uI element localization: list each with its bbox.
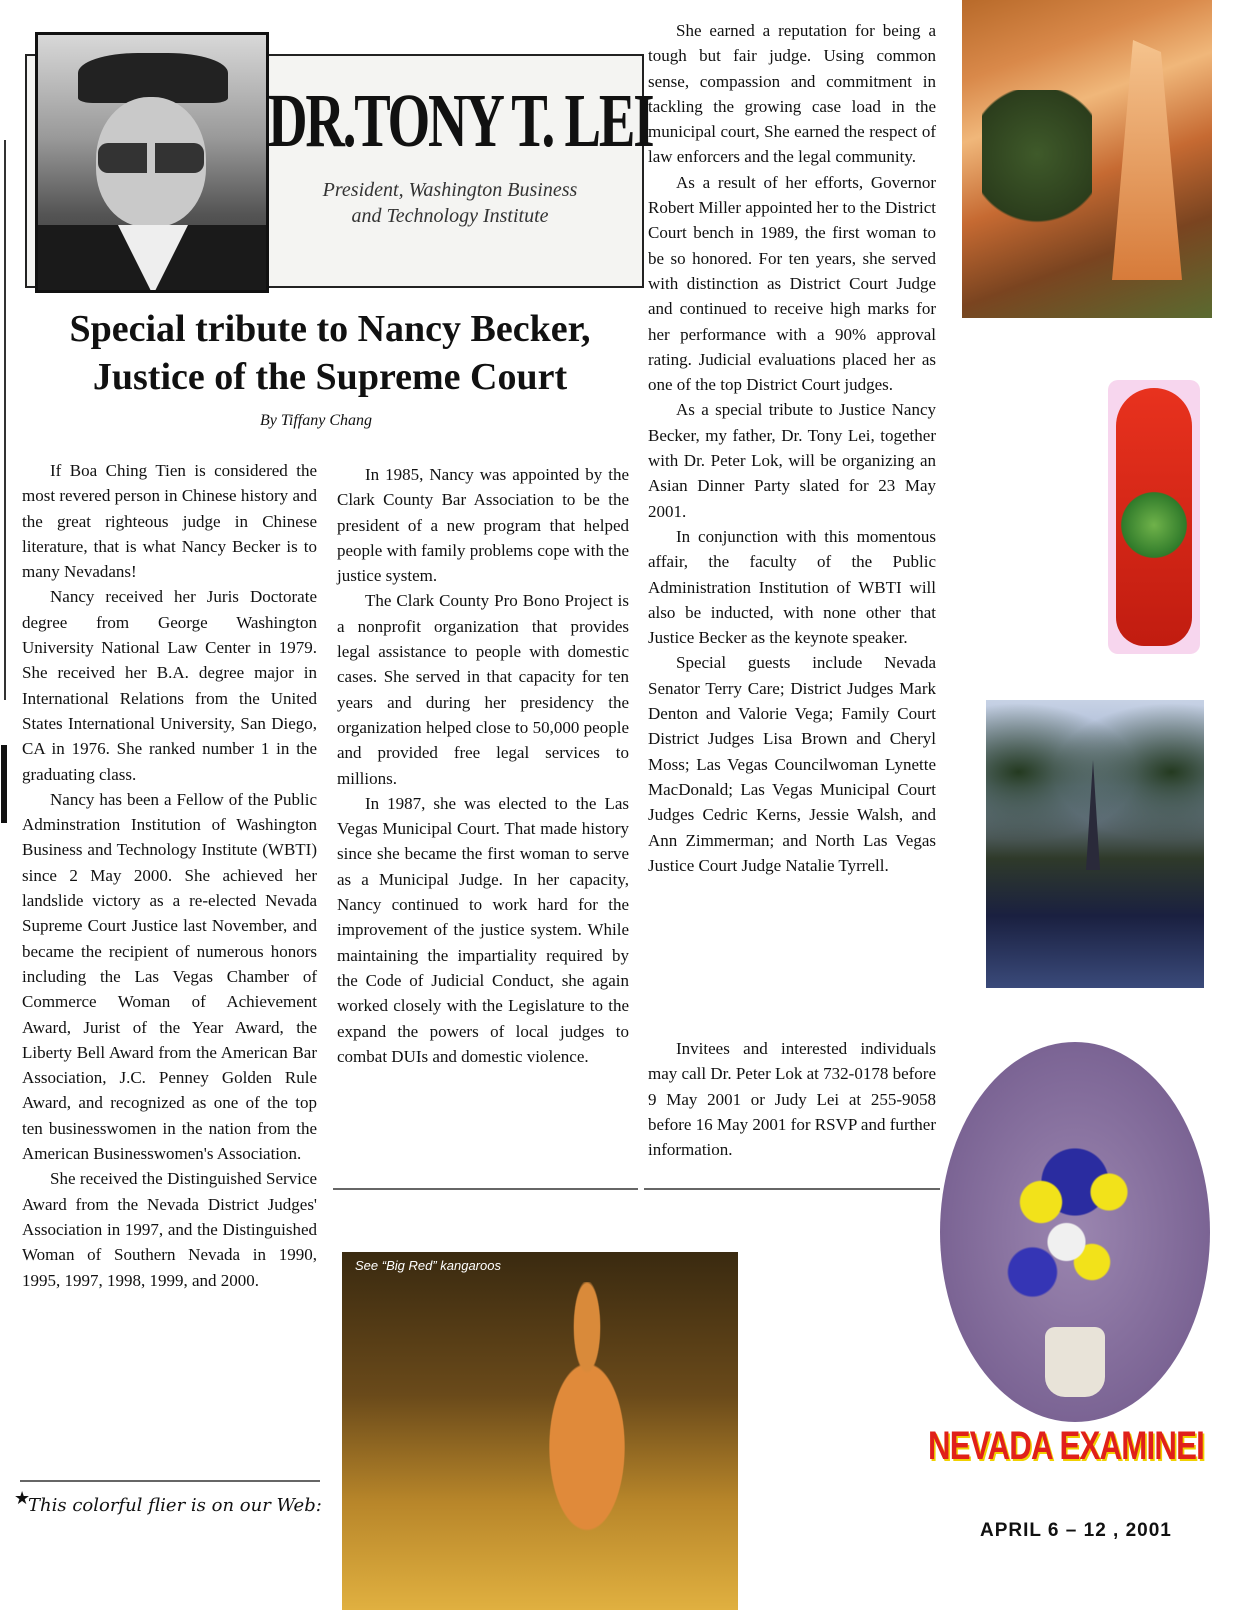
rock-spire: [1112, 40, 1182, 280]
paragraph: In 1985, Nancy was appointed by the Clark County Bar Association to be the president of a new program that helped people with family problems cope with the justice system.: [337, 465, 629, 586]
canal-photo: [986, 700, 1204, 988]
paragraph: She earned a reputation for being a tough but fair judge. Using common sense, compassion and commitment in tackling the growing case load in the municipal court, She earned the respect of law enforcers and the legal community.: [648, 21, 936, 167]
margin-line: [4, 140, 6, 700]
headline-line2: Justice of the Supreme Court: [92, 356, 568, 398]
header-subtitle-line2: and Technology Institute: [351, 205, 549, 227]
flower-bouquet-photo: [940, 1042, 1210, 1422]
header-subtitle: [280, 177, 620, 229]
paragraph: As a result of her efforts, Governor Robert Miller appointed her to the District Court bench in 1989, the first woman to be so honored. For ten years, she served with distinction as District Court Judge and continued to receive high marks for her performance with a 90% approval rating. Judicial evaluations placed her as one of the top District Court judges.: [648, 172, 936, 395]
paragraph: The Clark County Pro Bono Project is a nonprofit organization that provides legal assistance to people with domestic cases. She served in that capacity for ten years and during her presidency the organization helped close to 50,000 people and provided free legal services to millions.: [337, 591, 629, 788]
divider: [333, 1188, 638, 1190]
gown: [38, 225, 266, 293]
headline: [20, 305, 640, 401]
headline-line1: Special tribute to Nancy Becker,: [69, 308, 591, 350]
vase: [1045, 1327, 1105, 1397]
paragraph: In conjunction with this momentous affair, the faculty of the Public Administration Institution of WBTI will also be inducted, with none other that Justice Becker as the keynote speaker.: [648, 526, 936, 648]
graduation-cap: [78, 53, 228, 103]
divider: [20, 1480, 320, 1482]
header-name: DR.TONY T. LEI: [268, 79, 653, 163]
kangaroo: [512, 1282, 662, 1582]
header-subtitle-line1: President, Washington Business: [322, 179, 578, 201]
margin-bar: [1, 745, 7, 823]
article-column-2: [337, 462, 629, 1069]
canyon-photo: [962, 0, 1212, 318]
byline: By Tiffany Chang: [260, 412, 372, 429]
paragraph: Nancy received her Juris Doctorate degree from George Washington University National Law Center in 1979. She received her B.A. degree major in International Relations from the United States International University, San Diego, CA in 1976. She ranked number 1 in the graduating class.: [22, 587, 317, 784]
kangaroo-caption: See “Big Red” kangaroos: [355, 1258, 501, 1273]
paragraph: As a special tribute to Justice Nancy Becker, my father, Dr. Tony Lei, together with Dr. Peter Lok, will be organizing an Asian Dinner Party slated for 23 May 2001.: [648, 400, 936, 521]
rsvp-paragraph-block: [648, 1036, 936, 1162]
star-icon: ★: [14, 1488, 31, 1508]
kangaroo-photo: [342, 1252, 738, 1610]
paragraph: In 1987, she was elected to the Las Vegas Municipal Court. That made history since she became the first woman to serve as a Municipal Judge. In her capacity, Nancy continued to work hard for the improvement of the justice system. While maintaining the impartiality required by the Code of Judicial Conduct, she again worked closely with the Legislature to the expand the powers of local judges to combat DUIs and domestic violence.: [337, 793, 629, 1066]
plant: [1118, 485, 1190, 565]
paragraph: Nancy has been a Fellow of the Public Adminstration Institution of Washington Business and Technology Institute (WBTI) since 2 May 2000. She achieved her landslide victory as a re-elected Nevada Supreme Court Justice last November, and became the recipient of numerous honors including the Las Vegas Chamber of Commerce Woman of Achievement Award, Jurist of the Year Award, the Liberty Bell Award from the American Bar Association, J.C. Penney Golden Rule Award, and recognized as one of the top ten businesswomen in the nation from the American Businesswomen's Association.: [22, 789, 317, 1164]
divider: [644, 1188, 940, 1190]
dateline: APRIL 6 – 12 , 2001: [980, 1520, 1172, 1541]
article-column-3: [648, 18, 936, 878]
tree: [982, 90, 1092, 250]
bouquet: [990, 1122, 1160, 1322]
paragraph: Special guests include Nevada Senator Terry Care; District Judges Mark Denton and Valorie Vega; Family Court District Judges Lisa Brown and Cheryl Moss; Las Vegas Councilwoman Lynette MacDonald; Las Vegas Municipal Court Judges Cedric Kerns, Jessie Walsh, and Ann Zimmerman; and North Las Vegas Justice Court Judge Natalie Tyrrell.: [648, 653, 936, 875]
masthead: NEVADA EXAMINEI: [928, 1424, 1205, 1468]
glasses: [98, 143, 204, 173]
footnote: This colorful flier is on our Web:: [28, 1495, 322, 1516]
paragraph: She received the Distinguished Service Award from the Nevada District Judges' Association in 1997, and the Distinguished Woman of Southern Nevada in 1990, 1995, 1997, 1998, 1999, and 2000.: [22, 1169, 317, 1290]
portrait-photo: [35, 32, 269, 293]
paragraph: If Boa Ching Tien is considered the most revered person in Chinese history and the great righteous judge in Chinese literature, that is what Nancy Becker is to many Nevadans!: [22, 461, 317, 582]
article-column-1: [22, 458, 317, 1293]
rsvp-paragraph: Invitees and interested individuals may call Dr. Peter Lok at 732-0178 before 9 May 2001 or Judy Lei at 255-9058 before 16 May 2001 for RSVP and further information.: [648, 1039, 936, 1160]
red-shoe-photo: [1108, 380, 1200, 654]
